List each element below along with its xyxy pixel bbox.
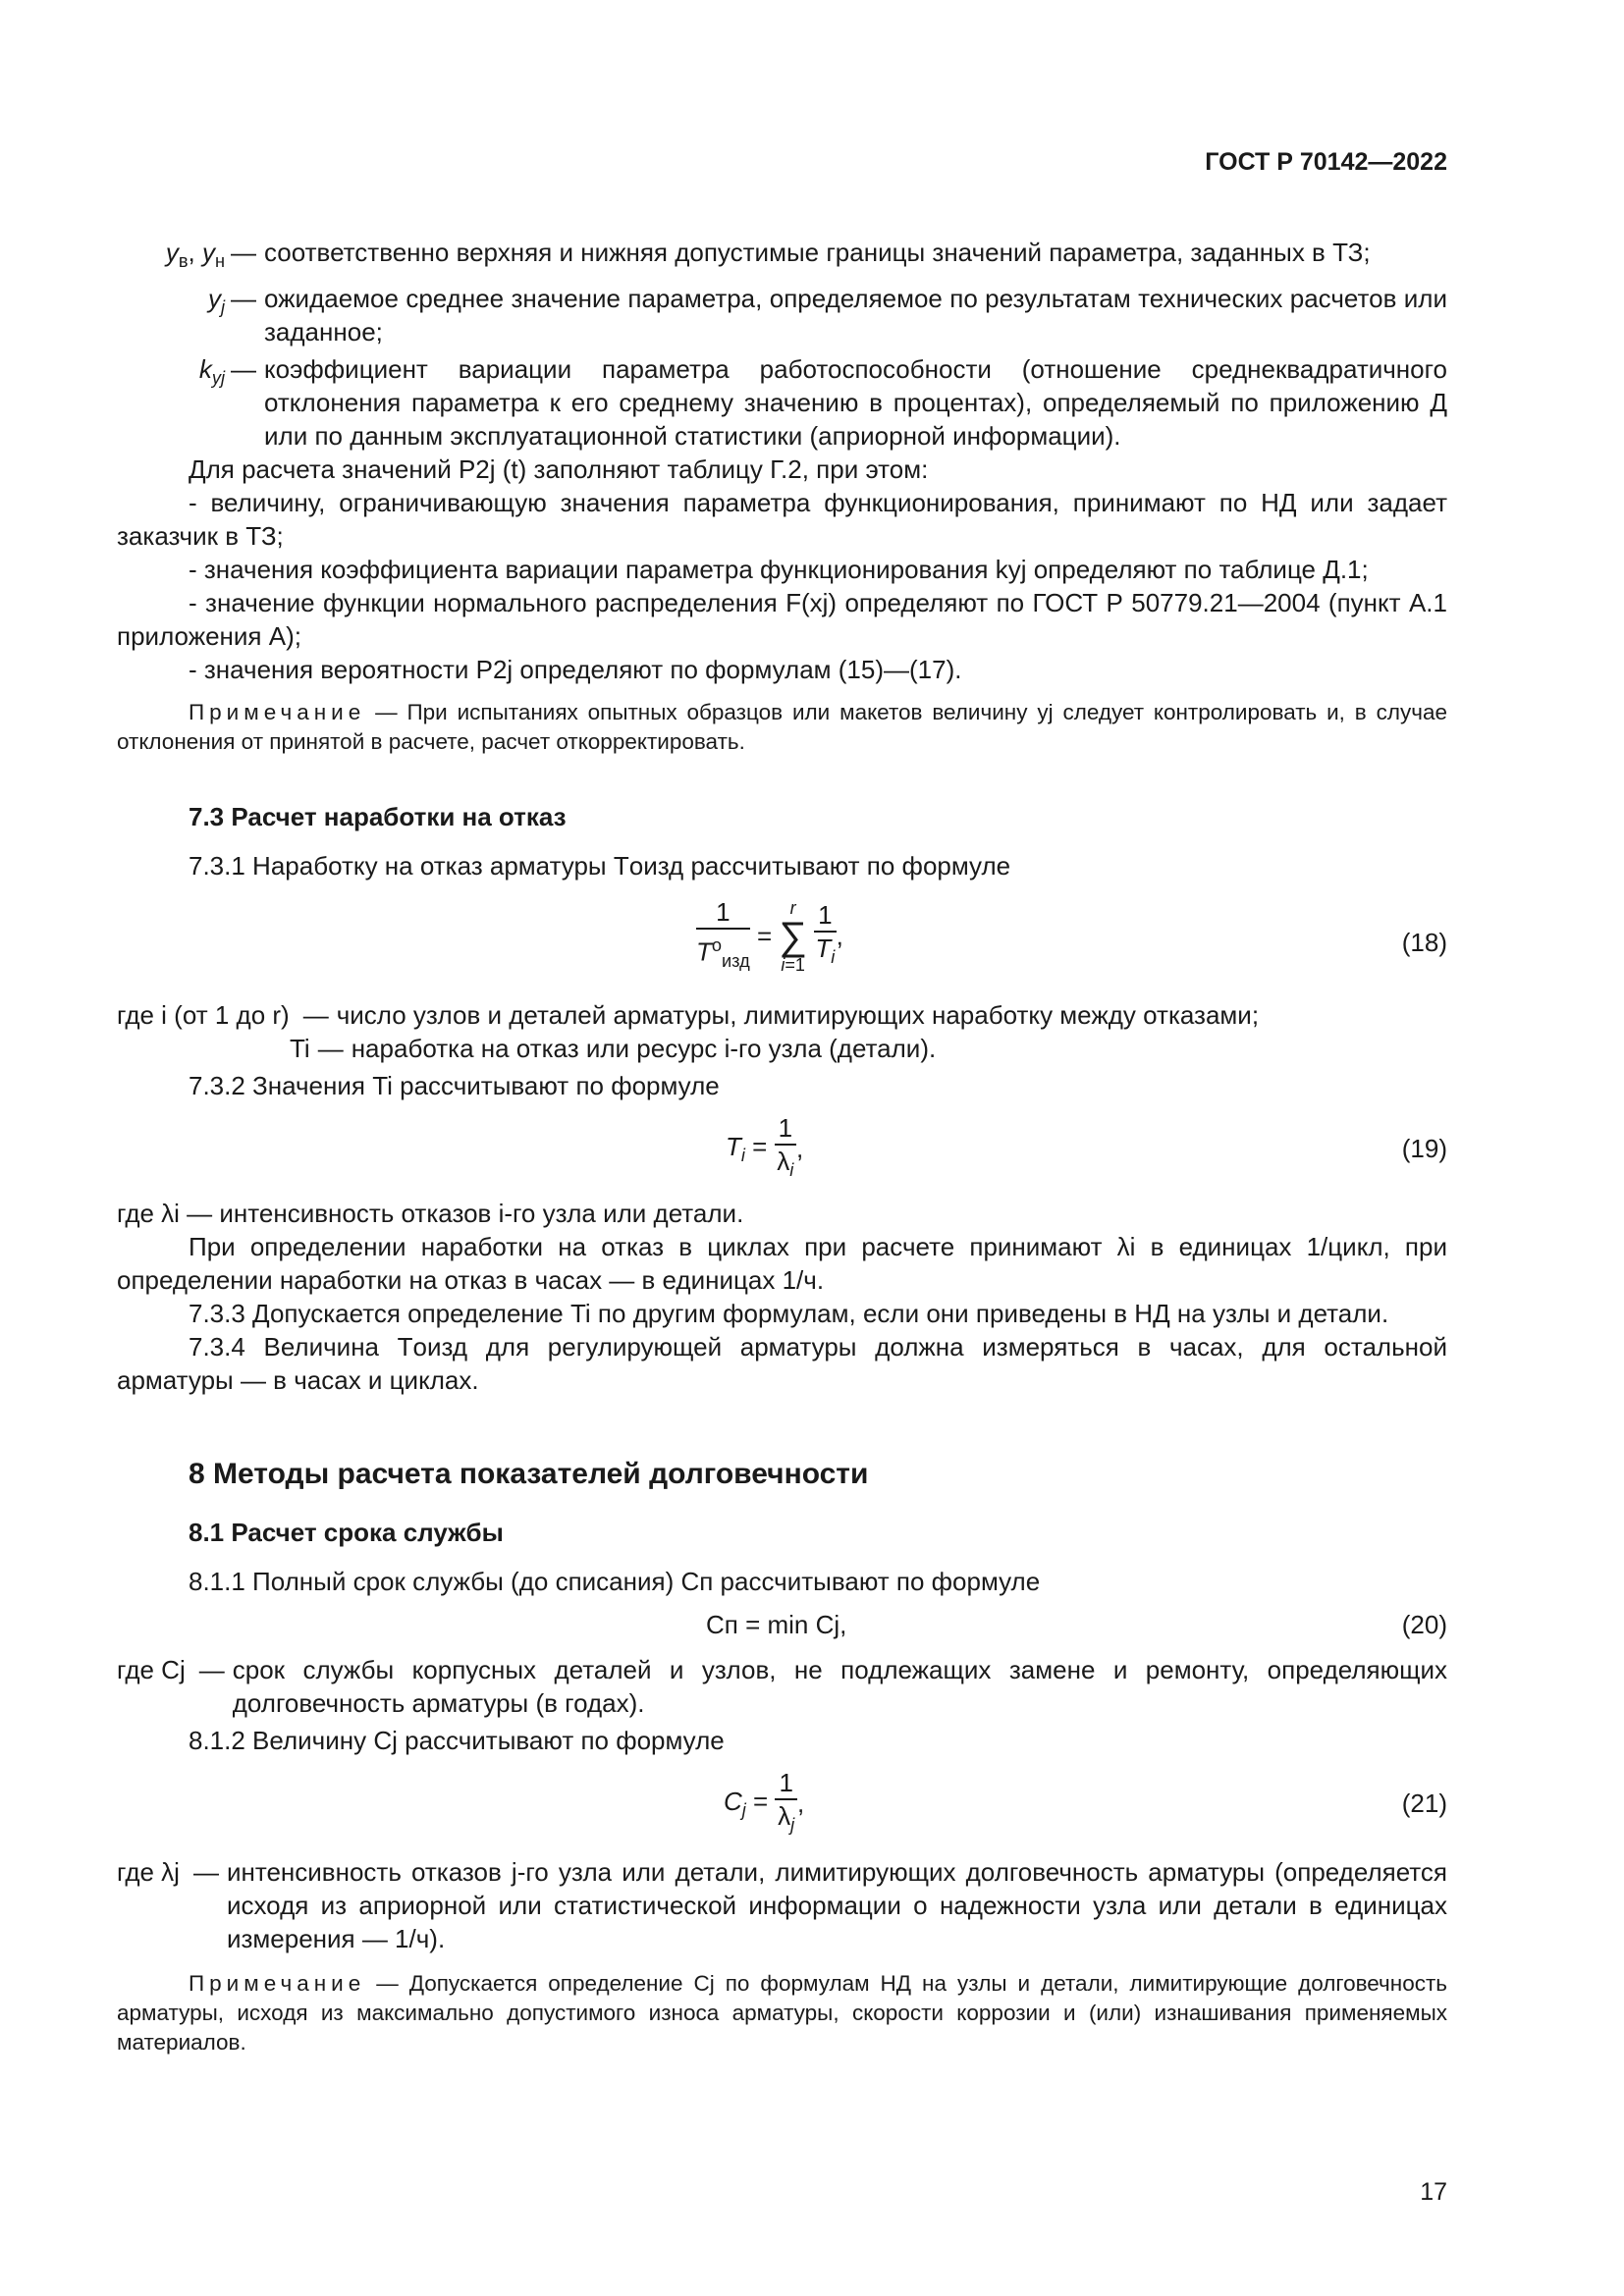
where-term: где λj (117, 1857, 180, 1887)
definition-text: соответственно верхняя и нижняя допустимые границы значений параметра, заданных в ТЗ; (264, 238, 1371, 267)
paragraph-cycles: При определении наработки на отказ в циклах при расчете принимают λi в единицах 1/цикл, при определении наработки на отказ в часах — в единицах 1/ч. (117, 1232, 1447, 1295)
where-term: где i (от 1 до r) (117, 1000, 290, 1030)
paragraph-7-3-4: 7.3.4 Величина Tоизд для регулирующей арматуры должна измеряться в часах, для остальной арматуры — в часах и циклах. (117, 1332, 1447, 1395)
formula-18: $\frac{1}{T^o_{изд}}$ = r ∑ i=1 $\frac{1}{T_i}$ , (18) (696, 897, 1447, 975)
where-term: Ti (290, 1034, 310, 1063)
definition-text: коэффициент вариации параметра работоспособности (отношение среднеквадратичного отклонения параметра к его среднему значению в процентах), определяемый по приложению Д или по данным эксплуатационной статистики (априорной информации). (264, 354, 1447, 452)
paragraph-8-1-2: 8.1.2 Величину Cj рассчитывают по формуле (189, 1726, 725, 1755)
section-title-8-1: 8.1 Расчет срока службы (189, 1518, 504, 1547)
where-term: где Cj (117, 1655, 186, 1684)
where-text: число узлов и деталей арматуры, лимитирующих наработку между отказами; (336, 1000, 1260, 1030)
list-item-4: - значения вероятности P2j определяют по формулам (15)—(17). (189, 655, 962, 685)
paragraph-8-1-1: 8.1.1 Полный срок службы (до списания) Cп рассчитывают по формуле (189, 1567, 1041, 1596)
list-item-1: - величину, ограничивающую значения параметра функционирования, принимают по НД или задает заказчик в ТЗ; (117, 488, 1447, 552)
formula-20-body: Cп = min Cj, (706, 1610, 847, 1639)
page-number: 17 (1420, 2178, 1447, 2206)
definition-text: ожидаемое среднее значение параметра, определяемое по результатам технических расчетов или заданное; (264, 284, 1447, 347)
paragraph-7-3-1: 7.3.1 Наработку на отказ арматуры Tоизд рассчитывают по формуле (189, 851, 1011, 881)
note-label: Примечание (189, 700, 366, 725)
note-label: Примечание (189, 1971, 366, 1996)
paragraph-7-3-3: 7.3.3 Допускается определение Ti по другим формулам, если они приведены в НД на узлы и детали. (189, 1299, 1389, 1328)
paragraph-7-3-2: 7.3.2 Значения Ti рассчитывают по формуле (189, 1071, 720, 1100)
where-19: где λi — интенсивность отказов i-го узла или детали. (117, 1199, 744, 1228)
note-1 (117, 698, 1447, 757)
where-text: срок службы корпусных деталей и узлов, не подлежащих замене и ремонту, определяющих долговечность арматуры (в годах). (232, 1655, 1447, 1718)
formula-number-21: (21) (1401, 1789, 1447, 1818)
definition-term: $y_j$ (207, 284, 225, 318)
definitions-block (117, 236, 1447, 757)
definition-term: $k_{yj}$ (198, 354, 225, 389)
note-text: — Допускается определение Cj по формулам НД на узлы и детали, лимитирующие долговечность арматуры, исходя из максимально допустимого износа арматуры, скорости коррозии и (или) изнашивания применяемых материалов. (117, 1971, 1447, 2055)
section-title-7-3: 7.3 Расчет наработки на отказ (189, 802, 567, 831)
where-text: интенсивность отказов j-го узла или детали, лимитирующих долговечность арматуры (определяется исходя из априорной или статистической информации о надежности узла или детали в единицах измерения — 1/ч). (226, 1857, 1447, 1953)
list-item-3: - значение функции нормального распределения F(xj) определяют по ГОСТ Р 50779.21—2004 (пункт А.1 приложения А); (117, 588, 1447, 652)
formula-number-20: (20) (1401, 1610, 1447, 1639)
formula-19: $T_i$ = $\frac{1}{\lambda_i}$ , (19) (726, 1113, 1447, 1181)
definition-yv-yn: $y_в$, $y_н$ — соответственно верхняя и нижняя допустимые границы значений параметра, заданных в ТЗ; (117, 236, 1447, 278)
where-18b: Ti — наработка на отказ или ресурс i-го узла (детали). (117, 1032, 1447, 1065)
paragraph-p2j-table: Для расчета значений P2j (t) заполняют таблицу Г.2, при этом: (189, 454, 929, 485)
formula-21: $C_j$ = $\frac{1}{\lambda_j}$ , (21) (724, 1768, 1447, 1836)
where-18: где i (от 1 до r) — число узлов и деталей арматуры, лимитирующих наработку между отказами; (117, 1000, 1260, 1030)
formula-20 (117, 1606, 1447, 1653)
definition-kyj: $k_{yj}$ — коэффициент вариации параметра работоспособности (отношение среднеквадратичного отклонения параметра к его среднему значению в процентах), определяемый по приложению Д или по данным эксплуатационной статистики (априорной информации). (117, 352, 1447, 453)
where-21: где λj — интенсивность отказов j-го узла или детали, лимитирующих долговечность арматуры (определяется исходя из априорной или статистической информации о надежности узла или детали в единицах измерения — 1/ч). (117, 1857, 1447, 1953)
list-item-2: - значения коэффициента вариации параметра функционирования kyj определяют по таблице Д.1; (189, 555, 1369, 585)
note-text: — При испытаниях опытных образцов или макетов величину yj следует контролировать и, в случае отклонения от принятой в расчете, расчет откорректировать. (117, 700, 1447, 755)
definition-yj: $y_j$ — ожидаемое среднее значение параметра, определяемое по результатам технических расчетов или заданное; (117, 282, 1447, 348)
section-7-3 (117, 800, 1447, 1397)
where-20: где Cj — срок службы корпусных деталей и узлов, не подлежащих замене и ремонту, определяющих долговечность арматуры (в годах). (117, 1655, 1447, 1718)
document-code-header: ГОСТ Р 70142—2022 (1205, 148, 1447, 176)
definition-term: $y_в$, $y_н$ (165, 238, 225, 272)
section-title-8: 8 Методы расчета показателей долговечности (189, 1458, 869, 1490)
where-text: наработка на отказ или ресурс i-го узла (детали). (351, 1034, 937, 1063)
formula-number-18: (18) (1401, 928, 1447, 957)
formula-number-19: (19) (1401, 1134, 1447, 1163)
section-8 (117, 1455, 1447, 2057)
note-2 (117, 1969, 1447, 2057)
document-page (117, 0, 1447, 2296)
